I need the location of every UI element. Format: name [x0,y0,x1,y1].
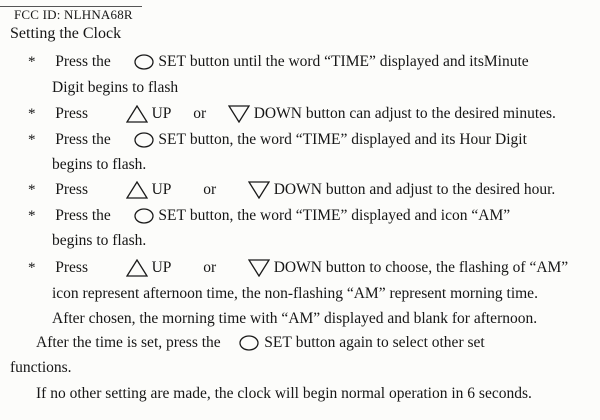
step-1: * Press the SET button until the word “TIME” displayed and itsMinute [28,53,529,71]
up-label: UP [151,181,172,199]
up-label: UP [151,259,172,277]
step-3-continued: begins to flash. [52,156,147,174]
after-set-paragraph: After the time is set, press the SET button again to select other set [36,334,485,352]
set-button-circle-icon [133,208,155,224]
step-3: * Press the SET button, the word “TIME” displayed and its Hour Digit [28,131,527,149]
step-5-continued: begins to flash. [52,232,147,250]
step-6: * Press UP or DOWN button to choose, the flashing of “AM” [28,259,569,277]
set-button-circle-icon [238,335,260,351]
set-button-circle-icon [133,132,155,148]
step-5: * Press the SET button, the word “TIME” displayed and icon “AM” [28,207,511,225]
step-6-continued-1: icon represent afternoon time, the non-flashing “AM” represent morning time. [52,285,538,303]
step-6-continued-2: After chosen, the morning time with “AM” displayed and blank for afternoon. [52,310,538,328]
up-triangle-icon [126,181,148,199]
fcc-id: FCC ID: NLHNA68R [14,7,133,23]
down-label: DOWN [253,105,302,123]
step-1-continued: Digit begins to flash [52,79,179,97]
after-set-paragraph-continued: functions. [10,359,72,377]
set-label: SET [264,334,292,352]
step-4: * Press UP or DOWN button and adjust to the desired hour. [28,181,556,199]
final-note: If no other setting are made, the clock will begin normal operation in 6 seconds. [36,385,532,403]
up-label: UP [151,105,172,123]
down-triangle-icon [228,105,250,123]
down-triangle-icon [248,181,270,199]
set-label: SET [158,53,186,71]
set-label: SET [158,131,186,149]
down-label: DOWN [273,181,322,199]
up-triangle-icon [126,259,148,277]
up-triangle-icon [126,105,148,123]
down-label: DOWN [273,259,322,277]
page-title: Setting the Clock [10,25,122,43]
set-label: SET [158,207,186,225]
step-2: * Press UP or DOWN button can adjust to the desired minutes. [28,105,556,123]
set-button-circle-icon [133,54,155,70]
down-triangle-icon [248,259,270,277]
